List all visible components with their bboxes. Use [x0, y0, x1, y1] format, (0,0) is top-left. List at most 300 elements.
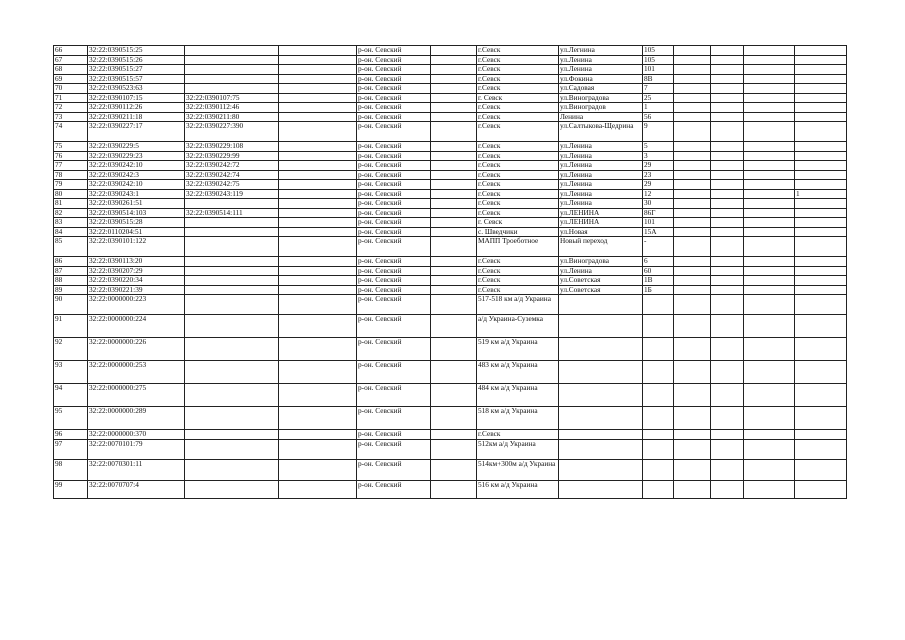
table-row [54, 237, 847, 257]
blank-cell [674, 84, 711, 94]
mark-cell [795, 237, 847, 257]
blank-cell [431, 430, 477, 440]
house-number: 29 [643, 161, 674, 171]
district: р-он. Севский [357, 338, 431, 361]
locality: а/д Украина-Суземка [477, 315, 559, 338]
district: р-он. Севский [357, 285, 431, 295]
blank-cell [674, 430, 711, 440]
row-number: 97 [54, 440, 88, 460]
row-number: 76 [54, 151, 88, 161]
blank-cell [674, 46, 711, 56]
blank-cell [279, 295, 357, 315]
locality: г.Севск [477, 55, 559, 65]
table-row [54, 151, 847, 161]
blank-cell [431, 257, 477, 267]
table-row [54, 93, 847, 103]
table-row [54, 361, 847, 384]
mark-cell [795, 338, 847, 361]
linked-cadastral-number: 32:22:0390107:75 [185, 93, 279, 103]
house-number: 29 [643, 180, 674, 190]
blank-cell [431, 237, 477, 257]
mark-cell [795, 46, 847, 56]
locality: с. Шведчики [477, 227, 559, 237]
cadastral-number: 32:22:0390515:25 [88, 46, 185, 56]
cadastral-number: 32:22:0000000:253 [88, 361, 185, 384]
linked-cadastral-number [185, 237, 279, 257]
cadastral-number: 32:22:0390243:1 [88, 189, 185, 199]
blank-cell [674, 74, 711, 84]
district: р-он. Севский [357, 46, 431, 56]
row-number: 73 [54, 112, 88, 122]
cadastral-number: 32:22:0390242:10 [88, 180, 185, 190]
district: р-он. Севский [357, 103, 431, 113]
house-number: 3 [643, 151, 674, 161]
locality: 483 км а/д Украина [477, 361, 559, 384]
district: р-он. Севский [357, 55, 431, 65]
table-row [54, 180, 847, 190]
district: р-он. Севский [357, 295, 431, 315]
blank-cell [279, 384, 357, 407]
street: ул.Салтыкова-Щедрина [559, 122, 643, 142]
blank-cell [279, 93, 357, 103]
mark-cell [795, 55, 847, 65]
blank-cell [711, 460, 744, 481]
blank-cell [674, 460, 711, 481]
blank-cell [744, 199, 795, 209]
mark-cell [795, 361, 847, 384]
street: ул.Новая [559, 227, 643, 237]
linked-cadastral-number: 32:22:0390242:75 [185, 180, 279, 190]
district: р-он. Севский [357, 180, 431, 190]
district: р-он. Севский [357, 199, 431, 209]
linked-cadastral-number [185, 440, 279, 460]
blank-cell [674, 338, 711, 361]
house-number: 1Б [643, 285, 674, 295]
blank-cell [744, 46, 795, 56]
blank-cell [674, 199, 711, 209]
blank-cell [674, 295, 711, 315]
row-number: 88 [54, 276, 88, 286]
district: р-он. Севский [357, 170, 431, 180]
blank-cell [431, 227, 477, 237]
blank-cell [711, 103, 744, 113]
row-number: 99 [54, 481, 88, 499]
table-row [54, 84, 847, 94]
street: ул.Советская [559, 285, 643, 295]
blank-cell [711, 180, 744, 190]
locality: г.Севск [477, 142, 559, 152]
linked-cadastral-number [185, 430, 279, 440]
blank-cell [744, 74, 795, 84]
linked-cadastral-number [185, 46, 279, 56]
house-number: 7 [643, 84, 674, 94]
house-number: - [643, 237, 674, 257]
table-row [54, 170, 847, 180]
linked-cadastral-number [185, 65, 279, 75]
blank-cell [279, 55, 357, 65]
blank-cell [674, 189, 711, 199]
row-number: 94 [54, 384, 88, 407]
cadastral-number: 32:22:0390515:27 [88, 65, 185, 75]
blank-cell [674, 384, 711, 407]
blank-cell [711, 266, 744, 276]
house-number: 105 [643, 46, 674, 56]
cadastral-number: 32:22:0390221:39 [88, 285, 185, 295]
blank-cell [711, 189, 744, 199]
table-row [54, 199, 847, 209]
blank-cell [744, 315, 795, 338]
mark-cell [795, 93, 847, 103]
row-number: 68 [54, 65, 88, 75]
cadastral-number: 32:22:0390242:3 [88, 170, 185, 180]
locality: г.Севск [477, 430, 559, 440]
house-number [643, 361, 674, 384]
blank-cell [431, 315, 477, 338]
district: р-он. Севский [357, 74, 431, 84]
table-row [54, 266, 847, 276]
locality: г.Севск [477, 257, 559, 267]
row-number: 80 [54, 189, 88, 199]
blank-cell [431, 74, 477, 84]
blank-cell [744, 161, 795, 171]
mark-cell [795, 112, 847, 122]
blank-cell [711, 74, 744, 84]
blank-cell [744, 55, 795, 65]
district: р-он. Севский [357, 142, 431, 152]
district: р-он. Севский [357, 257, 431, 267]
district: р-он. Севский [357, 430, 431, 440]
house-number: 86Г [643, 208, 674, 218]
row-number: 71 [54, 93, 88, 103]
blank-cell [711, 237, 744, 257]
house-number [643, 430, 674, 440]
house-number: 23 [643, 170, 674, 180]
blank-cell [674, 65, 711, 75]
blank-cell [431, 266, 477, 276]
table-row [54, 285, 847, 295]
district: р-он. Севский [357, 266, 431, 276]
mark-cell: 1 [795, 189, 847, 199]
street: ул.Ленина [559, 65, 643, 75]
district: р-он. Севский [357, 481, 431, 499]
blank-cell [279, 161, 357, 171]
blank-cell [431, 170, 477, 180]
blank-cell [279, 180, 357, 190]
cadastral-number: 32:22:0390515:28 [88, 218, 185, 228]
blank-cell [431, 460, 477, 481]
district: р-он. Севский [357, 460, 431, 481]
table-row [54, 276, 847, 286]
blank-cell [744, 122, 795, 142]
blank-cell [744, 361, 795, 384]
district: р-он. Севский [357, 384, 431, 407]
locality: г.Севск [477, 112, 559, 122]
cadastral-number: 32:22:0390229:23 [88, 151, 185, 161]
blank-cell [279, 276, 357, 286]
table-row [54, 481, 847, 499]
blank-cell [431, 84, 477, 94]
blank-cell [674, 276, 711, 286]
blank-cell [431, 112, 477, 122]
street [559, 460, 643, 481]
blank-cell [279, 338, 357, 361]
district: р-он. Севский [357, 84, 431, 94]
blank-cell [279, 103, 357, 113]
cadastral-number: 32:22:0070707:4 [88, 481, 185, 499]
house-number: 30 [643, 199, 674, 209]
mark-cell [795, 460, 847, 481]
blank-cell [279, 151, 357, 161]
house-number: 8В [643, 74, 674, 84]
locality: г.Севск [477, 84, 559, 94]
cadastral-number: 32:22:0390515:26 [88, 55, 185, 65]
blank-cell [674, 440, 711, 460]
blank-cell [279, 74, 357, 84]
table-row [54, 122, 847, 142]
locality: г.Севск [477, 276, 559, 286]
row-number: 75 [54, 142, 88, 152]
cadastral-number: 32:22:0390107:15 [88, 93, 185, 103]
mark-cell [795, 440, 847, 460]
linked-cadastral-number: 32:22:0390112:46 [185, 103, 279, 113]
street: ул.Ленина [559, 142, 643, 152]
mark-cell [795, 103, 847, 113]
mark-cell [795, 276, 847, 286]
street: ул.Виноградова [559, 93, 643, 103]
blank-cell [674, 407, 711, 430]
district: р-он. Севский [357, 208, 431, 218]
cadastral-number: 32:22:0390242:10 [88, 161, 185, 171]
blank-cell [744, 295, 795, 315]
blank-cell [711, 199, 744, 209]
blank-cell [279, 257, 357, 267]
blank-cell [279, 430, 357, 440]
cadastral-number: 32:22:0390514:103 [88, 208, 185, 218]
linked-cadastral-number [185, 361, 279, 384]
district: р-он. Севский [357, 122, 431, 142]
street [559, 407, 643, 430]
street: ул.ЛЕНИНА [559, 218, 643, 228]
blank-cell [431, 55, 477, 65]
blank-cell [744, 142, 795, 152]
row-number: 96 [54, 430, 88, 440]
linked-cadastral-number [185, 295, 279, 315]
blank-cell [674, 151, 711, 161]
blank-cell [744, 460, 795, 481]
linked-cadastral-number [185, 276, 279, 286]
locality: г.Севск [477, 180, 559, 190]
blank-cell [744, 257, 795, 267]
blank-cell [431, 199, 477, 209]
row-number: 84 [54, 227, 88, 237]
mark-cell [795, 199, 847, 209]
blank-cell [744, 208, 795, 218]
street [559, 315, 643, 338]
blank-cell [674, 237, 711, 257]
blank-cell [744, 237, 795, 257]
blank-cell [431, 218, 477, 228]
locality: г.Севск [477, 266, 559, 276]
row-number: 70 [54, 84, 88, 94]
locality: г.Севск [477, 170, 559, 180]
blank-cell [744, 180, 795, 190]
property-register-table [53, 45, 847, 499]
street: ул.Ленина [559, 189, 643, 199]
locality: 517-518 км а/д Украина [477, 295, 559, 315]
row-number: 79 [54, 180, 88, 190]
street [559, 440, 643, 460]
blank-cell [711, 218, 744, 228]
cadastral-number: 32:22:0000000:224 [88, 315, 185, 338]
table-row [54, 103, 847, 113]
district: р-он. Севский [357, 161, 431, 171]
cadastral-number: 32:22:0070101:79 [88, 440, 185, 460]
table-row [54, 142, 847, 152]
row-number: 74 [54, 122, 88, 142]
linked-cadastral-number [185, 266, 279, 276]
cadastral-number: 32:22:0390227:17 [88, 122, 185, 142]
blank-cell [711, 65, 744, 75]
locality: 512км а/д Украина [477, 440, 559, 460]
blank-cell [431, 189, 477, 199]
street: Новый переход [559, 237, 643, 257]
blank-cell [744, 430, 795, 440]
locality: г. Севск [477, 218, 559, 228]
blank-cell [279, 440, 357, 460]
locality: 519 км а/д Украина [477, 338, 559, 361]
district: р-он. Севский [357, 151, 431, 161]
blank-cell [674, 122, 711, 142]
row-number: 66 [54, 46, 88, 56]
linked-cadastral-number [185, 257, 279, 267]
table-row [54, 407, 847, 430]
blank-cell [711, 46, 744, 56]
linked-cadastral-number [185, 84, 279, 94]
linked-cadastral-number: 32:22:0390514:111 [185, 208, 279, 218]
blank-cell [674, 55, 711, 65]
cadastral-number: 32:22:0000000:226 [88, 338, 185, 361]
house-number [643, 384, 674, 407]
blank-cell [431, 122, 477, 142]
blank-cell [711, 276, 744, 286]
mark-cell [795, 285, 847, 295]
mark-cell [795, 384, 847, 407]
linked-cadastral-number [185, 407, 279, 430]
row-number: 90 [54, 295, 88, 315]
mark-cell [795, 407, 847, 430]
row-number: 82 [54, 208, 88, 218]
table-row [54, 460, 847, 481]
house-number [643, 315, 674, 338]
blank-cell [674, 161, 711, 171]
blank-cell [711, 142, 744, 152]
blank-cell [711, 384, 744, 407]
locality: 516 км а/д Украина [477, 481, 559, 499]
locality: г.Севск [477, 122, 559, 142]
row-number: 85 [54, 237, 88, 257]
cadastral-number: 32:22:0390113:20 [88, 257, 185, 267]
street: ул.Виноградова [559, 257, 643, 267]
linked-cadastral-number: 32:22:0390242:72 [185, 161, 279, 171]
street [559, 361, 643, 384]
blank-cell [431, 295, 477, 315]
row-number: 81 [54, 199, 88, 209]
linked-cadastral-number [185, 481, 279, 499]
house-number: 1В [643, 276, 674, 286]
blank-cell [431, 151, 477, 161]
blank-cell [744, 218, 795, 228]
linked-cadastral-number: 32:22:0390229:99 [185, 151, 279, 161]
cadastral-number: 32:22:0390220:34 [88, 276, 185, 286]
table-body [54, 46, 847, 499]
district: р-он. Севский [357, 218, 431, 228]
blank-cell [279, 208, 357, 218]
street [559, 481, 643, 499]
mark-cell [795, 180, 847, 190]
district: р-он. Севский [357, 276, 431, 286]
locality: 484 км а/д Украина [477, 384, 559, 407]
table-row [54, 112, 847, 122]
locality: 514км+300м а/д Украина [477, 460, 559, 481]
blank-cell [674, 170, 711, 180]
street: ул.ЛЕНИНА [559, 208, 643, 218]
table-row [54, 257, 847, 267]
blank-cell [744, 481, 795, 499]
street: ул.Советская [559, 276, 643, 286]
blank-cell [744, 384, 795, 407]
locality: г.Севск [477, 151, 559, 161]
table-row [54, 315, 847, 338]
table-row [54, 65, 847, 75]
blank-cell [744, 227, 795, 237]
linked-cadastral-number [185, 285, 279, 295]
blank-cell [431, 384, 477, 407]
district: р-он. Севский [357, 361, 431, 384]
blank-cell [744, 151, 795, 161]
house-number [643, 407, 674, 430]
blank-cell [711, 407, 744, 430]
street: ул.Ленина [559, 161, 643, 171]
blank-cell [279, 65, 357, 75]
row-number: 95 [54, 407, 88, 430]
house-number: 1 [643, 103, 674, 113]
locality: г.Севск [477, 46, 559, 56]
linked-cadastral-number [185, 384, 279, 407]
mark-cell [795, 161, 847, 171]
row-number: 83 [54, 218, 88, 228]
table-row [54, 338, 847, 361]
mark-cell [795, 257, 847, 267]
street: ул.Ленина [559, 180, 643, 190]
mark-cell [795, 142, 847, 152]
blank-cell [674, 103, 711, 113]
mark-cell [795, 315, 847, 338]
house-number: 5 [643, 142, 674, 152]
blank-cell [279, 285, 357, 295]
blank-cell [431, 361, 477, 384]
locality: МАПП Троеботное [477, 237, 559, 257]
house-number: 101 [643, 218, 674, 228]
street: ул.Виноградов [559, 103, 643, 113]
linked-cadastral-number [185, 338, 279, 361]
blank-cell [431, 161, 477, 171]
row-number: 93 [54, 361, 88, 384]
house-number: 15А [643, 227, 674, 237]
table-row [54, 430, 847, 440]
house-number [643, 481, 674, 499]
blank-cell [431, 440, 477, 460]
cadastral-number: 32:22:0390523:63 [88, 84, 185, 94]
